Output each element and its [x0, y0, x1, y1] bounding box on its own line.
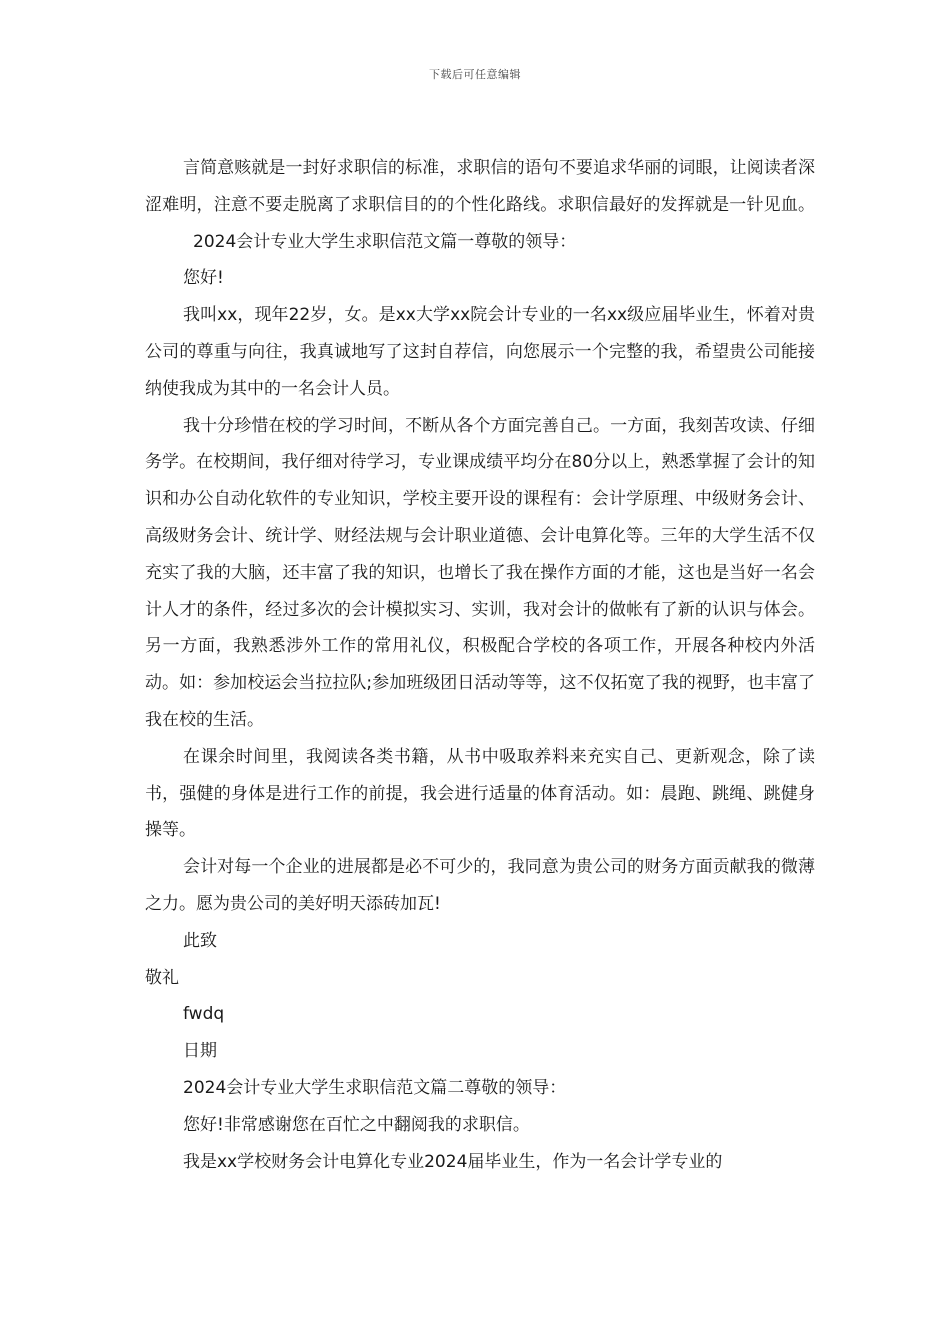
- intro-paragraph: [145, 150, 815, 260]
- closing-regards: 敬礼: [145, 967, 179, 988]
- page-header: 下载后可任意编辑: [429, 68, 521, 81]
- document-body: [145, 150, 815, 1180]
- paragraph-2: 我十分珍惜在校的学习时间，不断从各个方面完善自己。一方面，我刻苦攻读、仔细务学。在校期间，我仔细对待学习，专业课成绩平均分在80分以上，熟悉掌握了会计的知识和办公自动化软件的专业知识，学校主要开设的课程有：会计学原理、中级财务会计、高级财务会计、统计学、财经法规与会计职业道德、会计电算化等。三年的大学生活不仅充实了我的大脑，还丰富了我的知识，也增长了我在操作方面的才能，这也是当好一名会计人才的条件，经过多次的会计模拟实习、实训，我对会计的做帐有了新的认识与体会。另一方面，我熟悉涉外工作的常用礼仪，积极配合学校的各项工作，开展各种校内外活动。如：参加校运会当拉拉队;参加班级团日活动等等，这不仅拓宽了我的视野，也丰富了我在校的生活。: [145, 415, 815, 730]
- paragraph-3: 在课余时间里，我阅读各类书籍，从书中吸取养料来充实自己、更新观念，除了读书，强健的身体是进行工作的前提，我会进行适量的体育活动。如：晨跑、跳绳、跳健身操等。: [145, 746, 815, 841]
- letter2-title: 2024会计专业大学生求职信范文篇二尊敬的领导：: [183, 1077, 567, 1098]
- letter2-paragraph-1: 我是xx学校财务会计电算化专业2024届毕业生，作为一名会计学专业的: [183, 1151, 723, 1172]
- letter2-greeting: 您好!非常感谢您在百忙之中翻阅我的求职信。: [183, 1114, 530, 1135]
- date-line: 日期: [183, 1041, 217, 1062]
- signature: fwdq: [183, 1004, 225, 1025]
- paragraph-1: 我叫xx，现年22岁，女。是xx大学xx院会计专业的一名xx级应届毕业生，怀着对贵公司的尊重与向往，我真诚地写了这封自荐信，向您展示一个完整的我，希望贵公司能接纳使我成为其中的一名会计人员。: [145, 305, 815, 399]
- letter1-title: 2024会计专业大学生求职信范文篇一尊敬的领导：: [193, 231, 577, 252]
- greeting: 您好!: [183, 268, 224, 289]
- intro-text: 言简意赅就是一封好求职信的标准，求职信的语句不要追求华丽的词眼，让阅读者深涩难明，注意不要走脱离了求职信目的的个性化路线。求职信最好的发挥就是一针见血。: [145, 158, 815, 215]
- paragraph-4: 会计对每一个企业的进展都是必不可少的，我同意为贵公司的财务方面贡献我的微薄之力。愿为贵公司的美好明天添砖加瓦!: [145, 857, 815, 914]
- closing-salutation: 此致: [183, 930, 217, 951]
